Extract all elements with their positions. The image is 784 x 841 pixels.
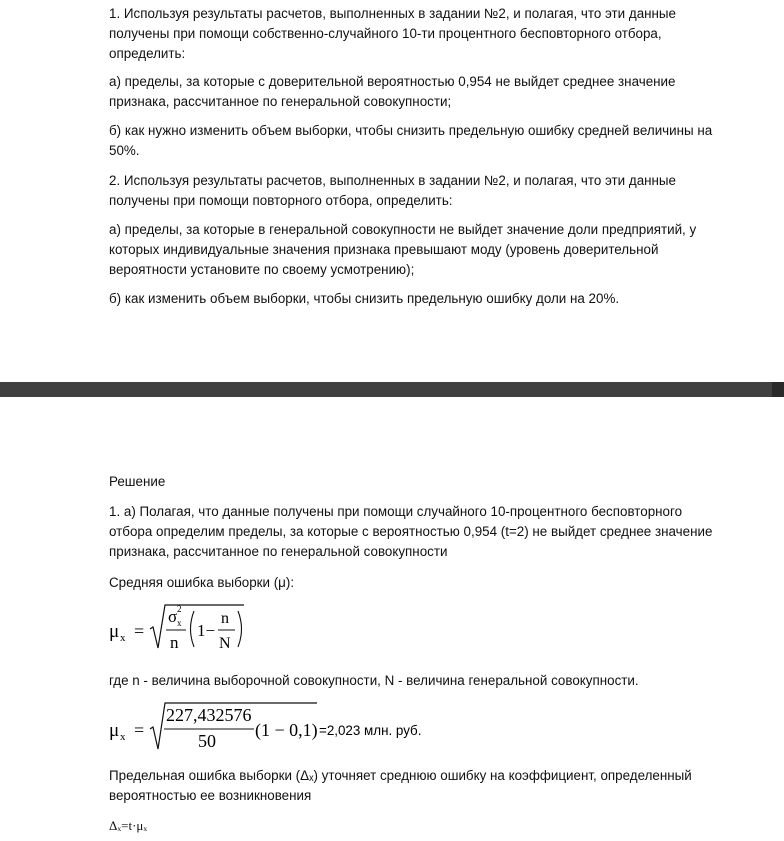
formula2-multiplier: (1 − 0,1): [255, 720, 318, 740]
formula1-left-paren: [191, 611, 195, 647]
page-separator-edge: [772, 382, 784, 397]
formula2-equals: =: [134, 720, 145, 740]
page-separator: [0, 382, 784, 397]
formula1-mu-symbol: μ: [109, 621, 120, 642]
solution-heading: Решение: [109, 474, 166, 489]
solution-paragraph-1: 1. а) Полагая, что данные получены при помощи случайного 10-процентного бесповторного отбора определим пределы, за которые с вероятностью 0,954 (t=2) не выйдет среднее значение признака, рассчитанное по генеральной совокупности: [109, 504, 713, 559]
task-2-paragraph: 2. Используя результаты расчетов, выполненных в задании №2, и полагая, что эти данные получены при помощи повторного отбора, определить:: [109, 173, 677, 208]
mean-error-formula-graphic: [109, 599, 269, 659]
formula1-sigma: σ: [168, 607, 178, 626]
formula1-mu-subscript: x: [120, 632, 126, 644]
formula1-one-minus: 1−: [197, 621, 216, 640]
formula2-mu-symbol: μ: [109, 720, 120, 741]
formula2-numerator: 227,432576: [166, 705, 252, 725]
formula1-inner-denominator: N: [219, 635, 231, 652]
formula1-sigma-superscript: 2: [177, 604, 182, 614]
mean-error-calculation: [109, 699, 449, 755]
formula2-result: =2,023 млн. руб.: [319, 723, 422, 738]
formula2-denominator: 50: [198, 731, 216, 751]
task-1-paragraph: 1. Используя результаты расчетов, выполненных в задании №2, и полагая, что эти данные получены при помощи собственно-случайного 10-ти процентного бесповторного отбора, определить:: [109, 6, 677, 61]
formula-legend: где n - величина выборочной совокупности, N - величина генеральной совокупности.: [109, 673, 639, 688]
formula1-sigma-subscript: x: [177, 618, 182, 628]
mean-error-formula: [109, 599, 269, 659]
document-page-2: [0, 397, 784, 841]
formula1-inner-numerator: n: [221, 610, 229, 627]
margin-error-paragraph: Предельная ошибка выборки (Δₓ) уточняет среднюю ошибку на коэффициент, определенный вероятностью ее возникновения: [109, 768, 692, 803]
mean-error-calculation-graphic: [109, 699, 449, 755]
task-2a-paragraph: а) пределы, за которые в генеральной совокупности не выйдет значение доли предприятий, у которых индивидуальные значения признака превышают моду (уровень доверительной вероятности установите по своему усмотрению);: [109, 222, 697, 277]
margin-error-formula: Δₓ=t·μₓ: [109, 818, 148, 833]
document-page-1: [0, 0, 784, 382]
task-2b-paragraph: б) как изменить объем выборки, чтобы снизить предельную ошибку доли на 20%.: [109, 291, 620, 306]
mean-error-label: Средняя ошибка выборки (μ):: [109, 575, 295, 590]
task-1a-paragraph: а) пределы, за которые с доверительной вероятностью 0,954 не выйдет среднее значение признака, рассчитанное по генеральной совокупности;: [109, 74, 676, 109]
formula2-mu-subscript: x: [120, 731, 126, 743]
formula1-equals: =: [134, 621, 145, 641]
task-1b-paragraph: б) как нужно изменить объем выборки, чтобы снизить предельную ошибку средней величины на 50%.: [109, 123, 713, 158]
formula1-denominator-n: n: [170, 633, 179, 652]
formula1-right-paren: [238, 611, 242, 647]
